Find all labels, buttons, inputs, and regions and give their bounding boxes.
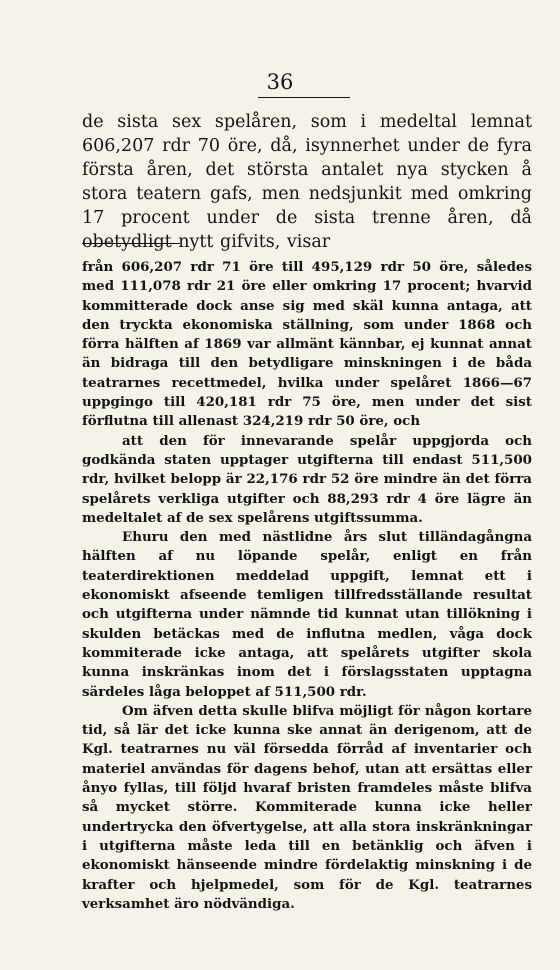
footnote-paragraph-3: Ehuru den med nästlidne års slut tilländagångna hälften af nu löpande spelår, enligt en från teaterdirektionen meddelad uppgift, lemnat ett i ekonomiskt afseende temligen tillfredsställande resultat och utgifterna under nämnde tid kunnat utan tillökning i skulden betäckas med de influtna medlen, våga dock kommiterade icke antaga, att spelårets utgifter skola kunna inskränkas inom det i förslagsstaten upptagna särdeles låga beloppet af 511,500 rdr. [82,529,532,700]
page-number: 36 [266,70,294,94]
footnote-block [82,258,532,914]
footnote-paragraph-2: att den för innevarande spelår uppgjorda och godkända staten upptager utgifterna till endast 511,500 rdr, hvilket belopp är 22,176 rdr 52 öre mindre än det förra spelårets verkliga utgifter och 88,293 rdr 4 öre lägre än medeltalet af de sex spelårens utgiftssumma. [82,432,532,526]
page-number-rule [258,97,350,98]
footnote-separator [82,243,180,244]
main-text-paragraph: de sista sex spelåren, som i medeltal lemnat 606,207 rdr 70 öre, då, isynnerhet under de fyra första åren, det största antalet nya stycken å stora teatern gafs, men nedsjunkit med omkring 17 procent under de sista trenne åren, då obetydligt nytt gifvits, visar [82,112,532,252]
footnote-paragraph-1: från 606,207 rdr 71 öre till 495,129 rdr 50 öre, således med 111,078 rdr 21 öre eller omkring 17 procent; hvarvid kommitterade dock anse sig med skäl kunna antaga, att den tryckta ekonomiska ställning, som under 1868 och förra hälften af 1869 var allmänt kännbar, ej kunnat annat än bidraga till den betydligare minskningen i de båda teatrarnes recettmedel, hvilka under spelåret 1866—67 uppgingo till 420,181 rdr 75 öre, men under det sist förflutna till allenast 324,219 rdr 50 öre, och [82,259,532,430]
footnote-paragraph-4: Om äfven detta skulle blifva möjligt för någon kortare tid, så lär det icke kunna ske annat än derigenom, att de Kgl. teatrarnes nu väl försedda förråd af inventarier och materiel användas för dagens behof, utan att ersättas eller ånyo fyllas, till följd hvaraf bristen framdeles måste blifva så mycket större. Kommiterade kunna icke heller undertrycka den öfvertygelse, att alla stora inskränkningar i utgifterna måste leda till en betänklig och äfven i ekonomiskt hänseende mindre fördelaktig minskning i de krafter och hjelpmedel, som för de Kgl. teatrarnes verksamhet äro nödvändiga. [82,702,532,912]
